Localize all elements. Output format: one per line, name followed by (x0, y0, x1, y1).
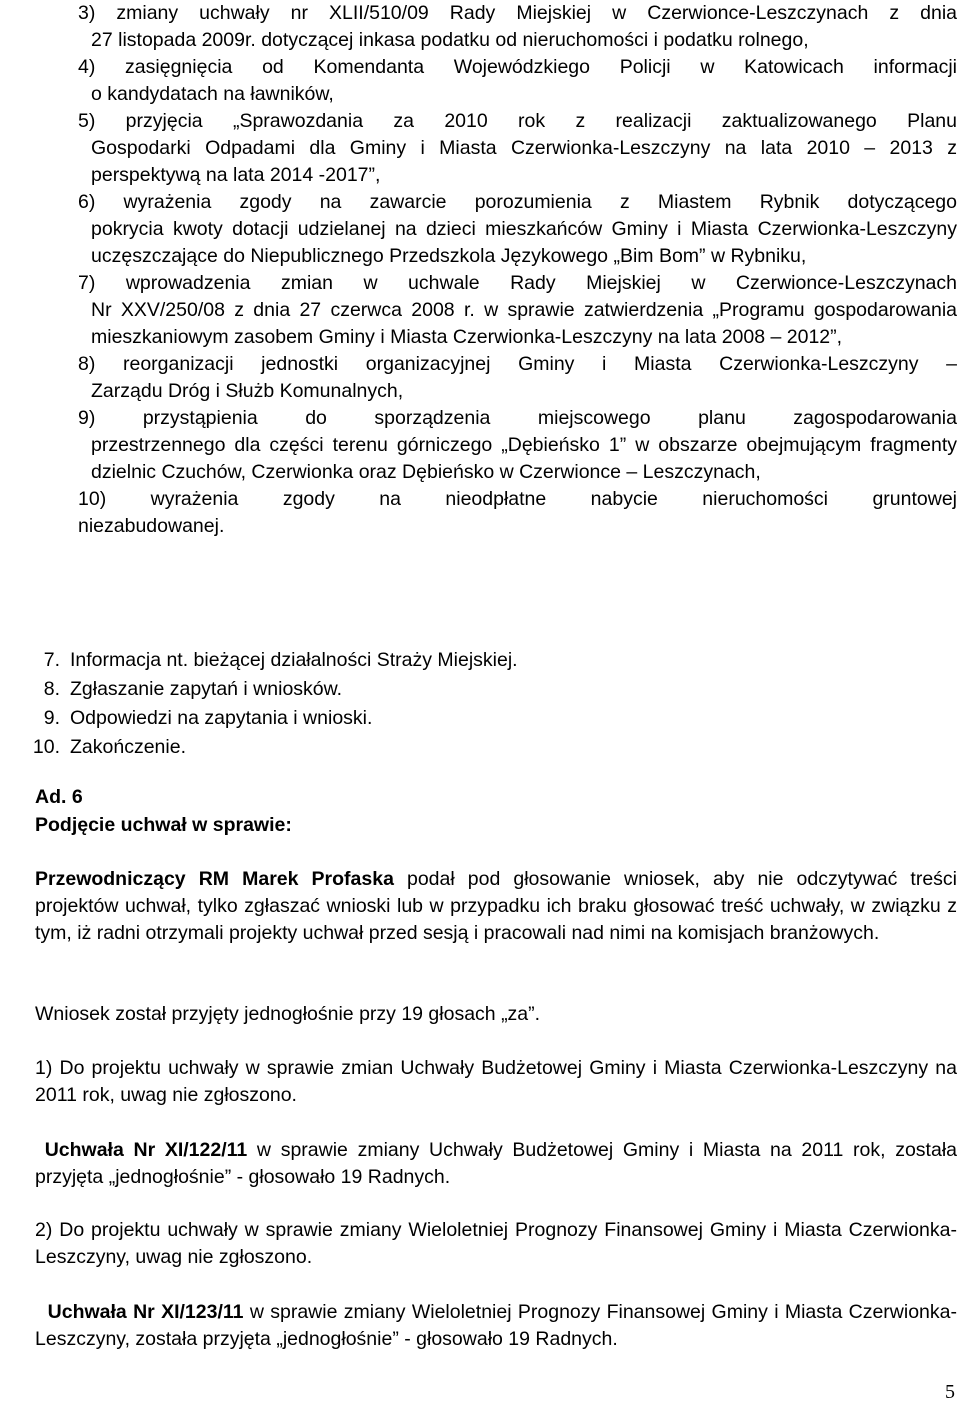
resolution-1-text: w sprawie zmiany Uchwały Budżetowej Gminy i Miasta na 2011 rok, została przyjęta „jednogłośnie” - głosowało 19 Radnych. (35, 1139, 957, 1188)
list-item-continuation: Gospodarki Odpadami dla Gminy i Miasta Czerwionka-Leszczyny na lata 2010 – 2013 z perspektywą na lata 2014 -2017”, (91, 137, 957, 186)
page-number: 5 (945, 1381, 955, 1403)
list-item (78, 270, 957, 351)
list-item-continuation: przestrzennego dla części terenu górniczego „Dębieńsko 1” w obszarze obejmującym fragmenty dzielnic Czuchów, Czerwionka oraz Dębieńsko w Czerwionce – Leszczynach, (91, 434, 957, 483)
list-item-lead: 8) reorganizacji jednostki organizacyjnej Gminy i Miasta Czerwionka-Leszczyny – (78, 353, 957, 375)
chair-name: Przewodniczący RM Marek Profaska (35, 868, 394, 890)
list-item (78, 405, 957, 486)
agenda-item-label: Informacja nt. bieżącej działalności Straży Miejskiej. (70, 649, 518, 671)
list-item (78, 0, 957, 54)
list-item (78, 351, 957, 405)
resolution-1-id: Uchwała Nr XI/122/11 (44, 1139, 248, 1161)
list-item-continuation: 27 listopada 2009r. dotyczącej inkasa podatku od nieruchomości i podatku rolnego, (91, 29, 809, 51)
draft-resolution-1-paragraph: 1) Do projektu uchwały w sprawie zmian Uchwały Budżetowej Gminy i Miasta Czerwionka-Leszczyny na 2011 rok, uwag nie zgłoszono. (35, 1057, 957, 1106)
list-item-lead: 4) zasięgnięcia od Komendanta Wojewódzkiego Policji w Katowicach informacji (78, 56, 957, 78)
agenda-item (0, 704, 700, 733)
list-item-lead: 7) wprowadzenia zmian w uchwale Rady Miejskiej w Czerwionce-Leszczynach (78, 272, 957, 294)
motion-result-paragraph: Wniosek został przyjęty jednogłośnie przy 19 głosach „za”. (35, 1003, 541, 1025)
list-item-lead: 5) przyjęcia „Sprawozdania za 2010 rok z realizacji zaktualizowanego Planu (78, 110, 957, 132)
list-item-lead: 10) wyrażenia zgody na nieodpłatne nabycie nieruchomości gruntowej (78, 488, 957, 510)
agenda-item (0, 646, 700, 675)
list-item (78, 108, 957, 189)
list-item-continuation: pokrycia kwoty dotacji udzielanej na dzieci mieszkańców Gminy i Miasta Czerwionka-Leszczyny uczęszczające do Niepublicznego Przedszkola Językowego „Bim Bom” w Rybniku, (91, 218, 957, 267)
agenda-item-label: Zakończenie. (70, 736, 186, 758)
list-item (78, 54, 957, 108)
list-item (78, 486, 957, 540)
resolution-2-paragraph (35, 1299, 957, 1353)
agenda-item-label: Zgłaszanie zapytań i wniosków. (70, 678, 343, 700)
agenda-list (0, 646, 700, 762)
agenda-item (0, 675, 700, 704)
resolution-2-text: w sprawie zmiany Wieloletniej Prognozy Finansowej Gminy i Miasta Czerwionka-Leszczyny, została przyjęta „jednogłośnie” - głosowało 19 Radnych. (35, 1301, 957, 1350)
resolution-topics-list (78, 0, 957, 540)
agenda-item-number: 9. (43, 707, 60, 729)
list-item-lead: 6) wyrażenia zgody na zawarcie porozumienia z Miastem Rybnik dotyczącego (78, 191, 957, 213)
agenda-item-number: 7. (43, 649, 60, 671)
list-item-continuation: Nr XXV/250/08 z dnia 27 czerwca 2008 r. w sprawie zatwierdzenia „Programu gospodarowania mieszkaniowym zasobem Gminy i Miasta Czerwionka-Leszczyny na lata 2008 – 2012”, (91, 299, 957, 348)
chair-motion-paragraph (35, 866, 957, 947)
list-item-lead: 9) przystąpienia do sporządzenia miejscowego planu zagospodarowania (78, 407, 957, 429)
resolution-1-paragraph (35, 1137, 957, 1191)
draft-resolution-2-paragraph: 2) Do projektu uchwały w sprawie zmiany Wieloletniej Prognozy Finansowej Gminy i Miasta Czerwionka-Leszczyny, uwag nie zgłoszono. (35, 1219, 957, 1268)
agenda-item (0, 733, 700, 762)
list-item-lead: 3) zmiany uchwały nr XLII/510/09 Rady Miejskiej w Czerwionce-Leszczynach z dnia (78, 2, 957, 24)
list-item-continuation: niezabudowanej. (78, 515, 225, 537)
list-item-continuation: o kandydatach na ławników, (91, 83, 334, 105)
section-heading: Ad. 6 (35, 786, 83, 808)
chair-motion-text: podał pod głosowanie wniosek, aby nie odczytywać treści projektów uchwał, tylko zgłaszać wnioski lub w przypadku ich braku głosować treść uchwały, w związku z tym, iż radni otrzymali projekty uchwał przed sesją i pracowali nad nimi na komisjach branżowych. (35, 868, 957, 944)
resolution-2-id: Uchwała Nr XI/123/11 (47, 1301, 244, 1323)
agenda-item-label: Odpowiedzi na zapytania i wnioski. (70, 707, 373, 729)
agenda-item-number: 10. (32, 736, 60, 758)
list-item-continuation: Zarządu Dróg i Służb Komunalnych, (91, 380, 404, 402)
list-item (78, 189, 957, 270)
agenda-item-number: 8. (43, 678, 60, 700)
section-subheading: Podjęcie uchwał w sprawie: (35, 814, 292, 836)
